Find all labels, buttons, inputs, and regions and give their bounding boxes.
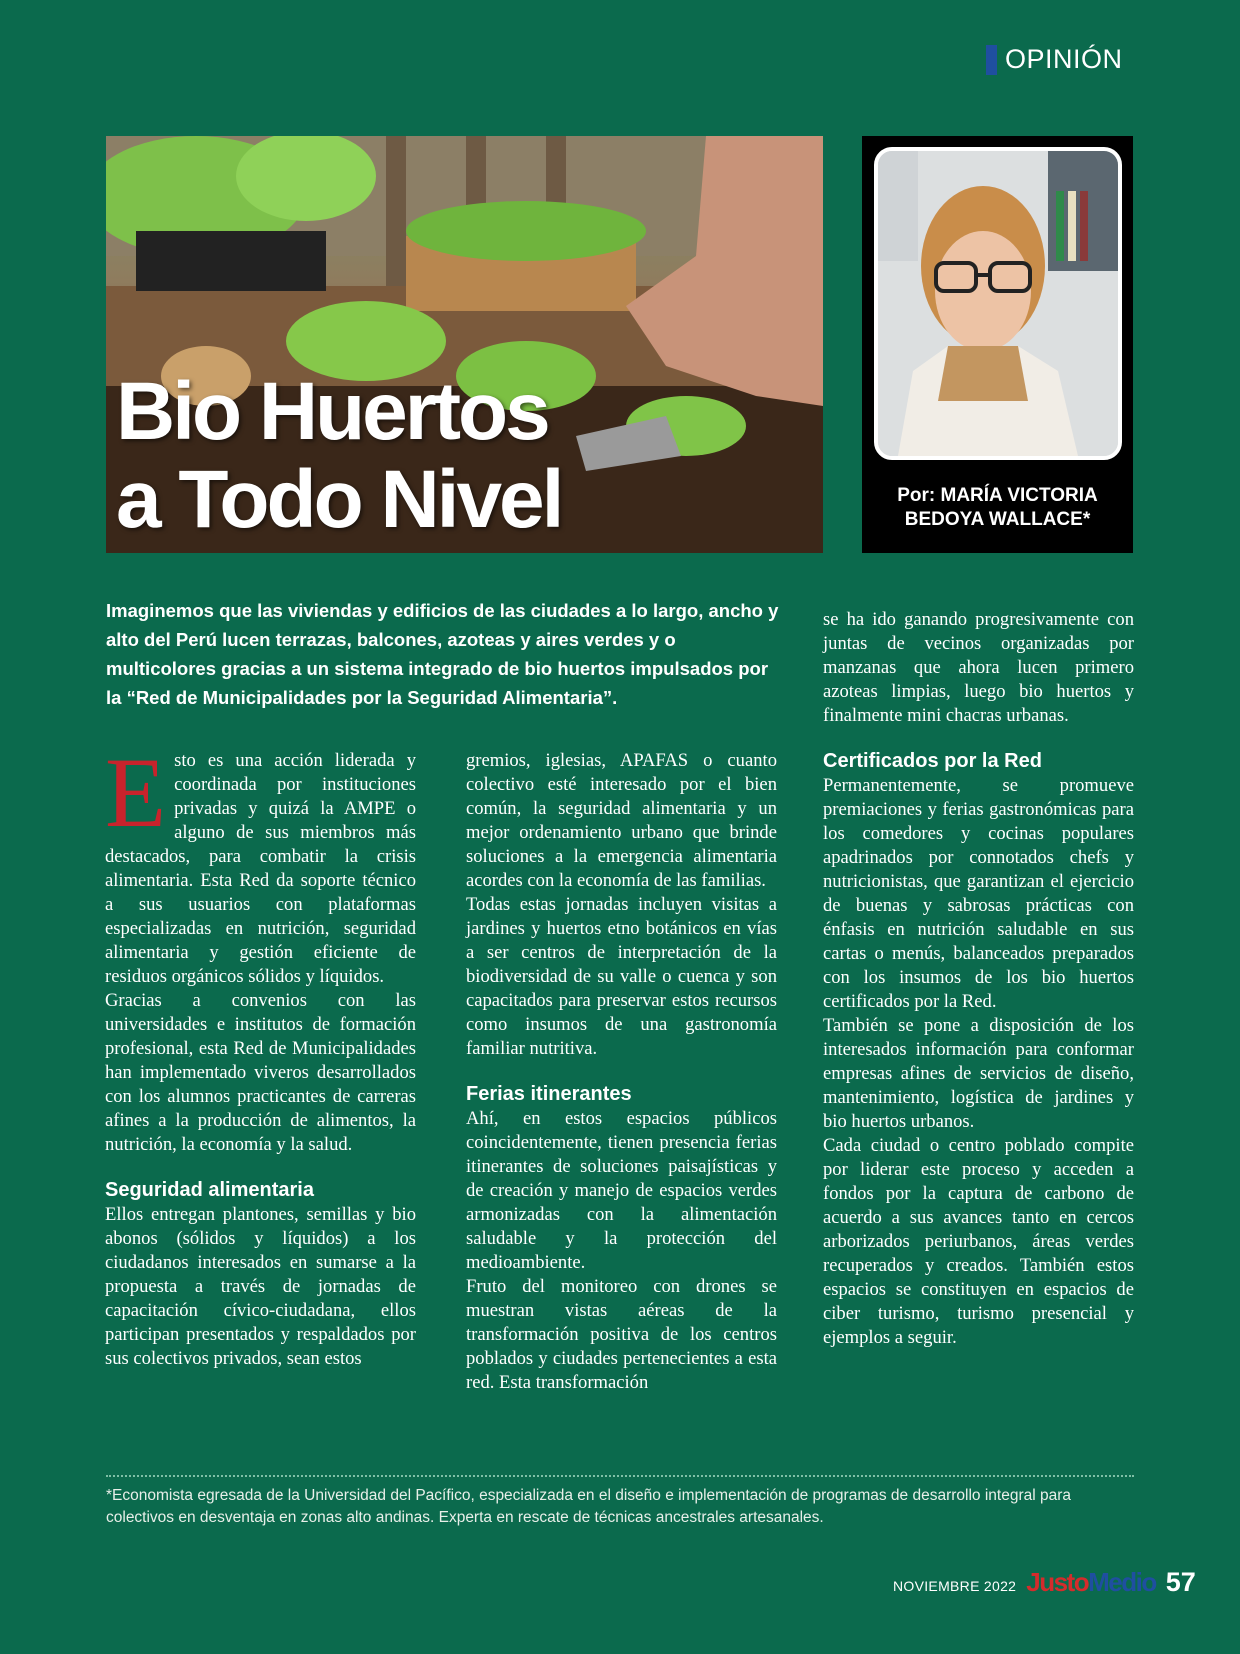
hero-image (106, 136, 823, 553)
body-paragraph: Fruto del monitoreo con drones se muestran vistas aéreas de la transformación positiva de los centros poblados y ciudades pertenecientes a esta red. Esta transformación (466, 1276, 777, 1393)
page-number: 57 (1165, 1567, 1196, 1597)
body-paragraph: Todas estas jornadas incluyen visitas a jardines y huertos etno botánicos en vías a ser centros de interpretación de la biodiversidad de su valle o cuenca y son capacitados para preservar estos recursos como insumos de una gastronomía familiar nutritiva. (466, 894, 777, 1059)
body-paragraph (105, 737, 416, 989)
author-footnote: *Economista egresada de la Universidad del Pacífico, especializada en el diseño e implementación de programas de desarrollo integral para colectivos en desventaja en zonas alto andinas. Experta en rescate de técnicas ancestrales artesanales. (106, 1487, 1072, 1526)
portrait-photo (878, 151, 1118, 456)
magazine-logo (1026, 1567, 1155, 1598)
drop-cap: E (105, 737, 167, 848)
logo-part-2: Medio (1088, 1567, 1156, 1597)
section-tag (986, 44, 1123, 75)
body-paragraph: También se pone a disposición de los interesados información para conformar empresas afines de servicios de diseño, mantenimiento, logística de jardines y bio huertos urbanos. (823, 1015, 1134, 1132)
body-paragraph: Gracias a convenios con las universidades e institutos de formación profesional, esta Red de Municipalidades han implementado viveros desarrollados con los alumnos practicantes de carreras afines a la producción de alimentos, la nutrición, la economía y la salud. (105, 990, 416, 1155)
footnote-divider (106, 1475, 1134, 1477)
subheading-ferias: Ferias itinerantes (466, 1083, 632, 1105)
subheading-certificados: Certificados por la Red (823, 750, 1042, 772)
logo-part-1: Justo (1026, 1567, 1089, 1597)
column-2 (466, 749, 777, 1395)
title-line-2: a Todo Nivel (116, 454, 562, 545)
section-label: OPINIÓN (1005, 44, 1123, 74)
paragraph-text: sto es una acción liderada y coordinada por instituciones privadas y quizá la AMPE o alguno de sus miembros más destacados, para combatir la crisis alimentaria. Esta Red da soporte técnico a sus usuarios con plataformas especializadas en nutrición, seguridad alimentaria y gestión eficiente de residuos orgánicos sólidos y líquidos. (105, 750, 416, 987)
body-paragraph: Permanentemente, se promueve premiaciones y ferias gastronómicas para los comedores y cocinas populares apadrinados por connotados chefs y nutricionistas, que garantizan el ejercicio de buenas y sabrosas prácticas con énfasis en nutrición saludable en sus cartas o menús, balanceados preparados con los insumos de los bio huertos certificados por la Red. (823, 775, 1134, 1012)
subheading-seguridad: Seguridad alimentaria (105, 1179, 314, 1201)
author-line-1: Por: MARÍA VICTORIA (897, 485, 1098, 506)
body-paragraph: Cada ciudad o centro poblado compite por liderar este proceso y acceden a fondos por la captura de carbono de acuerdo a sus avances tanto en cercos arborizados periurbanos, áreas verdes recuperados y creados. También estos espacios se constituyen en espacios de ciber turismo, turismo presencial y ejemplos a seguir. (823, 1135, 1134, 1348)
column-3 (823, 608, 1134, 1350)
author-portrait (874, 147, 1122, 460)
issue-date: NOVIEMBRE 2022 (893, 1578, 1017, 1594)
body-paragraph: Ahí, en estos espacios públicos coincidentemente, tienen presencia ferias itinerantes de soluciones paisajísticas y de creación y manejo de espacios verdes armonizadas con la alimentación saludable y la protección del medioambiente. (466, 1108, 777, 1273)
section-bar (986, 45, 997, 75)
column-1 (105, 737, 416, 1371)
body-paragraph: gremios, iglesias, APAFAS o cuanto colectivo esté interesado por el bien común, la seguridad alimentaria y un mejor ordenamiento urbano que brinde soluciones a la emergencia alimentaria acordes con la economía de las familias. (466, 750, 777, 891)
author-credit (862, 484, 1133, 532)
body-paragraph: se ha ido ganando progresivamente con juntas de vecinos organizadas por manzanas que ahora lucen primero azoteas limpias, luego bio huertos y finalmente mini chacras urbanas. (823, 609, 1134, 726)
author-box (862, 136, 1133, 553)
title-line-1: Bio Huertos (116, 366, 548, 457)
page-footer (893, 1567, 1196, 1598)
article-title (116, 368, 561, 544)
lead-paragraph: Imaginemos que las viviendas y edificios de las ciudades a lo largo, ancho y alto del Perú lucen terrazas, balcones, azoteas y aires verdes y o multicolores gracias a un sistema integrado de bio huertos impulsados por la “Red de Municipalidades por la Seguridad Alimentaria”. (106, 600, 779, 708)
body-paragraph: Ellos entregan plantones, semillas y bio abonos (sólidos y líquidos) a los ciudadanos interesados en sumarse a la propuesta a través de jornadas de capacitación cívico-ciudadana, ellos participan presentados y respaldados por sus colectivos privados, sean estos (105, 1204, 416, 1369)
author-line-2: BEDOYA WALLACE* (904, 509, 1091, 530)
